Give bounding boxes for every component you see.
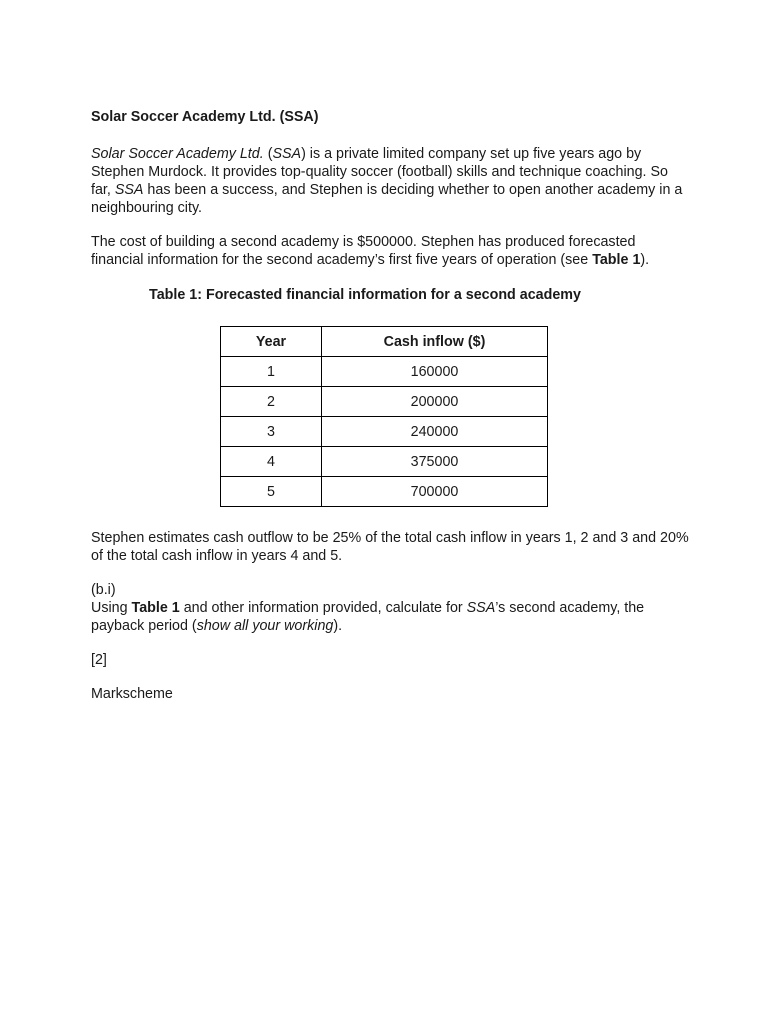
cash-inflow-cell: 200000 [322,387,548,417]
marks-label: [2] [91,652,107,668]
table-header-row [221,327,548,357]
table-caption: Table 1: Forecasted financial information for a second academy [149,287,581,303]
table-row [221,417,548,447]
document-title: Solar Soccer Academy Ltd. (SSA) [91,109,319,125]
table-row [221,447,548,477]
cost-paragraph: The cost of building a second academy is $500000. Stephen has produced forecasted financial information for the second academy’s first five years of operation (see Table 1). [91,234,650,268]
year-cell: 2 [221,387,322,417]
table-row [221,387,548,417]
intro-paragraph: Solar Soccer Academy Ltd. (SSA) is a private limited company set up five years ago by Stephen Murdock. It provides top-quality soccer (football) skills and technique coaching. So far, SSA has been a success, and Stephen is deciding whether to open another academy in a neighbouring city. [91,146,683,216]
cash-inflow-cell: 375000 [322,447,548,477]
header-year: Year [221,327,322,357]
year-cell: 3 [221,417,322,447]
document-page [91,108,691,703]
markscheme-label: Markscheme [91,686,173,702]
header-cash-inflow: Cash inflow ($) [322,327,548,357]
question-text: Using Table 1 and other information provided, calculate for SSA’s second academy, the payback period (show all your working). [91,600,645,634]
year-cell: 5 [221,477,322,507]
year-cell: 4 [221,447,322,477]
outflow-paragraph: Stephen estimates cash outflow to be 25% of the total cash inflow in years 1, 2 and 3 and 20% of the total cash inflow in years 4 and 5. [91,530,689,564]
table-row [221,477,548,507]
year-cell: 1 [221,357,322,387]
cash-inflow-table [220,326,548,507]
table-row [221,357,548,387]
cash-inflow-cell: 700000 [322,477,548,507]
cash-inflow-cell: 160000 [322,357,548,387]
cash-inflow-cell: 240000 [322,417,548,447]
question-label: (b.i) [91,582,116,598]
